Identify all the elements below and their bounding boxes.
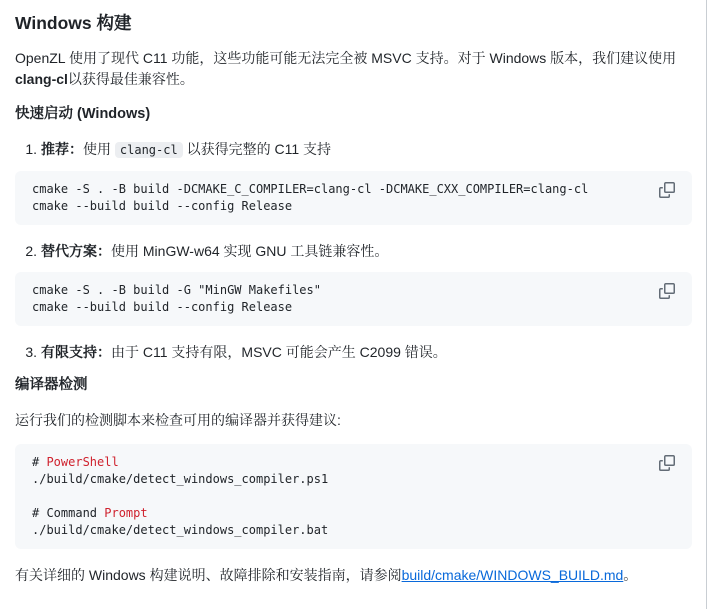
code-block-mingw (15, 272, 692, 326)
copy-button[interactable] (654, 278, 680, 304)
list-number: 2. (25, 243, 37, 259)
inline-code-clang-cl: clang-cl (115, 142, 183, 158)
code-blank-line (32, 488, 652, 505)
intro-paragraph (15, 48, 692, 90)
code-comment-line (32, 454, 652, 471)
detection-intro-paragraph: 运行我们的检测脚本来检查可用的编译器并获得建议: (15, 412, 341, 428)
list-number: 3. (25, 344, 37, 360)
list-item-text (41, 342, 447, 362)
copy-icon (659, 283, 675, 299)
copy-button[interactable] (654, 450, 680, 476)
list-item-body-text: 由于 C11 支持有限，MSVC 可能会产生 C2099 错误。 (111, 344, 447, 360)
page-title: Windows 构建 (15, 13, 132, 33)
list-number: 1. (25, 141, 37, 157)
copy-icon (659, 455, 675, 471)
comment-prefix: # Command (32, 506, 105, 520)
code-block-detection-scripts (15, 444, 692, 549)
footer-paragraph (15, 565, 692, 586)
code-line: ./build/cmake/detect_windows_compiler.bat (32, 523, 329, 537)
list-item-post-text: 以获得完整的 C11 支持 (182, 141, 331, 157)
list-item-label: 推荐： (41, 141, 83, 157)
list-item-label: 有限支持： (41, 344, 111, 360)
code-line: cmake --build build --config Release (32, 300, 293, 314)
comment-highlight: Prompt (104, 506, 148, 520)
comment-highlight: PowerShell (46, 455, 119, 469)
intro-text-before: OpenZL 使用了现代 C11 功能，这些功能可能无法完全被 MSVC 支持。对于 Windows 版本，我们建议使用 (15, 50, 677, 66)
windows-build-md-link[interactable]: build/cmake/WINDOWS_BUILD.md (401, 567, 624, 583)
comment-prefix: # (32, 455, 47, 469)
code-block-clang-cl (15, 171, 692, 225)
code-line: cmake --build build --config Release (32, 199, 293, 213)
list-item-label: 替代方案： (41, 243, 111, 259)
list-item-text (41, 241, 388, 261)
copy-button[interactable] (654, 177, 680, 203)
list-item-recommended (15, 139, 692, 160)
list-item-body-text: 使用 MinGW-w64 实现 GNU 工具链兼容性。 (111, 243, 389, 259)
list-item-text (41, 139, 331, 160)
code-line: cmake -S . -B build -DCMAKE_C_COMPILER=clang-cl -DCMAKE_CXX_COMPILER=clang-cl (32, 182, 589, 196)
intro-bold-clang-cl: clang-cl (15, 71, 68, 87)
code-line: cmake -S . -B build -G "MinGW Makefiles" (32, 283, 321, 297)
list-item-limited-support (15, 342, 692, 362)
code-comment-line (32, 505, 652, 522)
footer-text-after: 。 (623, 567, 638, 583)
list-item-pre-text: 使用 (83, 141, 115, 157)
quickstart-heading: 快速启动 (Windows) (15, 106, 151, 122)
footer-text-before: 有关详细的 Windows 构建说明、故障排除和安装指南，请参阅 (15, 567, 402, 583)
list-item-alternative (15, 241, 692, 261)
code-line: ./build/cmake/detect_windows_compiler.ps1 (32, 472, 329, 486)
compiler-detection-heading: 编译器检测 (15, 377, 88, 393)
copy-icon (659, 182, 675, 198)
intro-text-after: 以获得最佳兼容性。 (67, 71, 194, 87)
